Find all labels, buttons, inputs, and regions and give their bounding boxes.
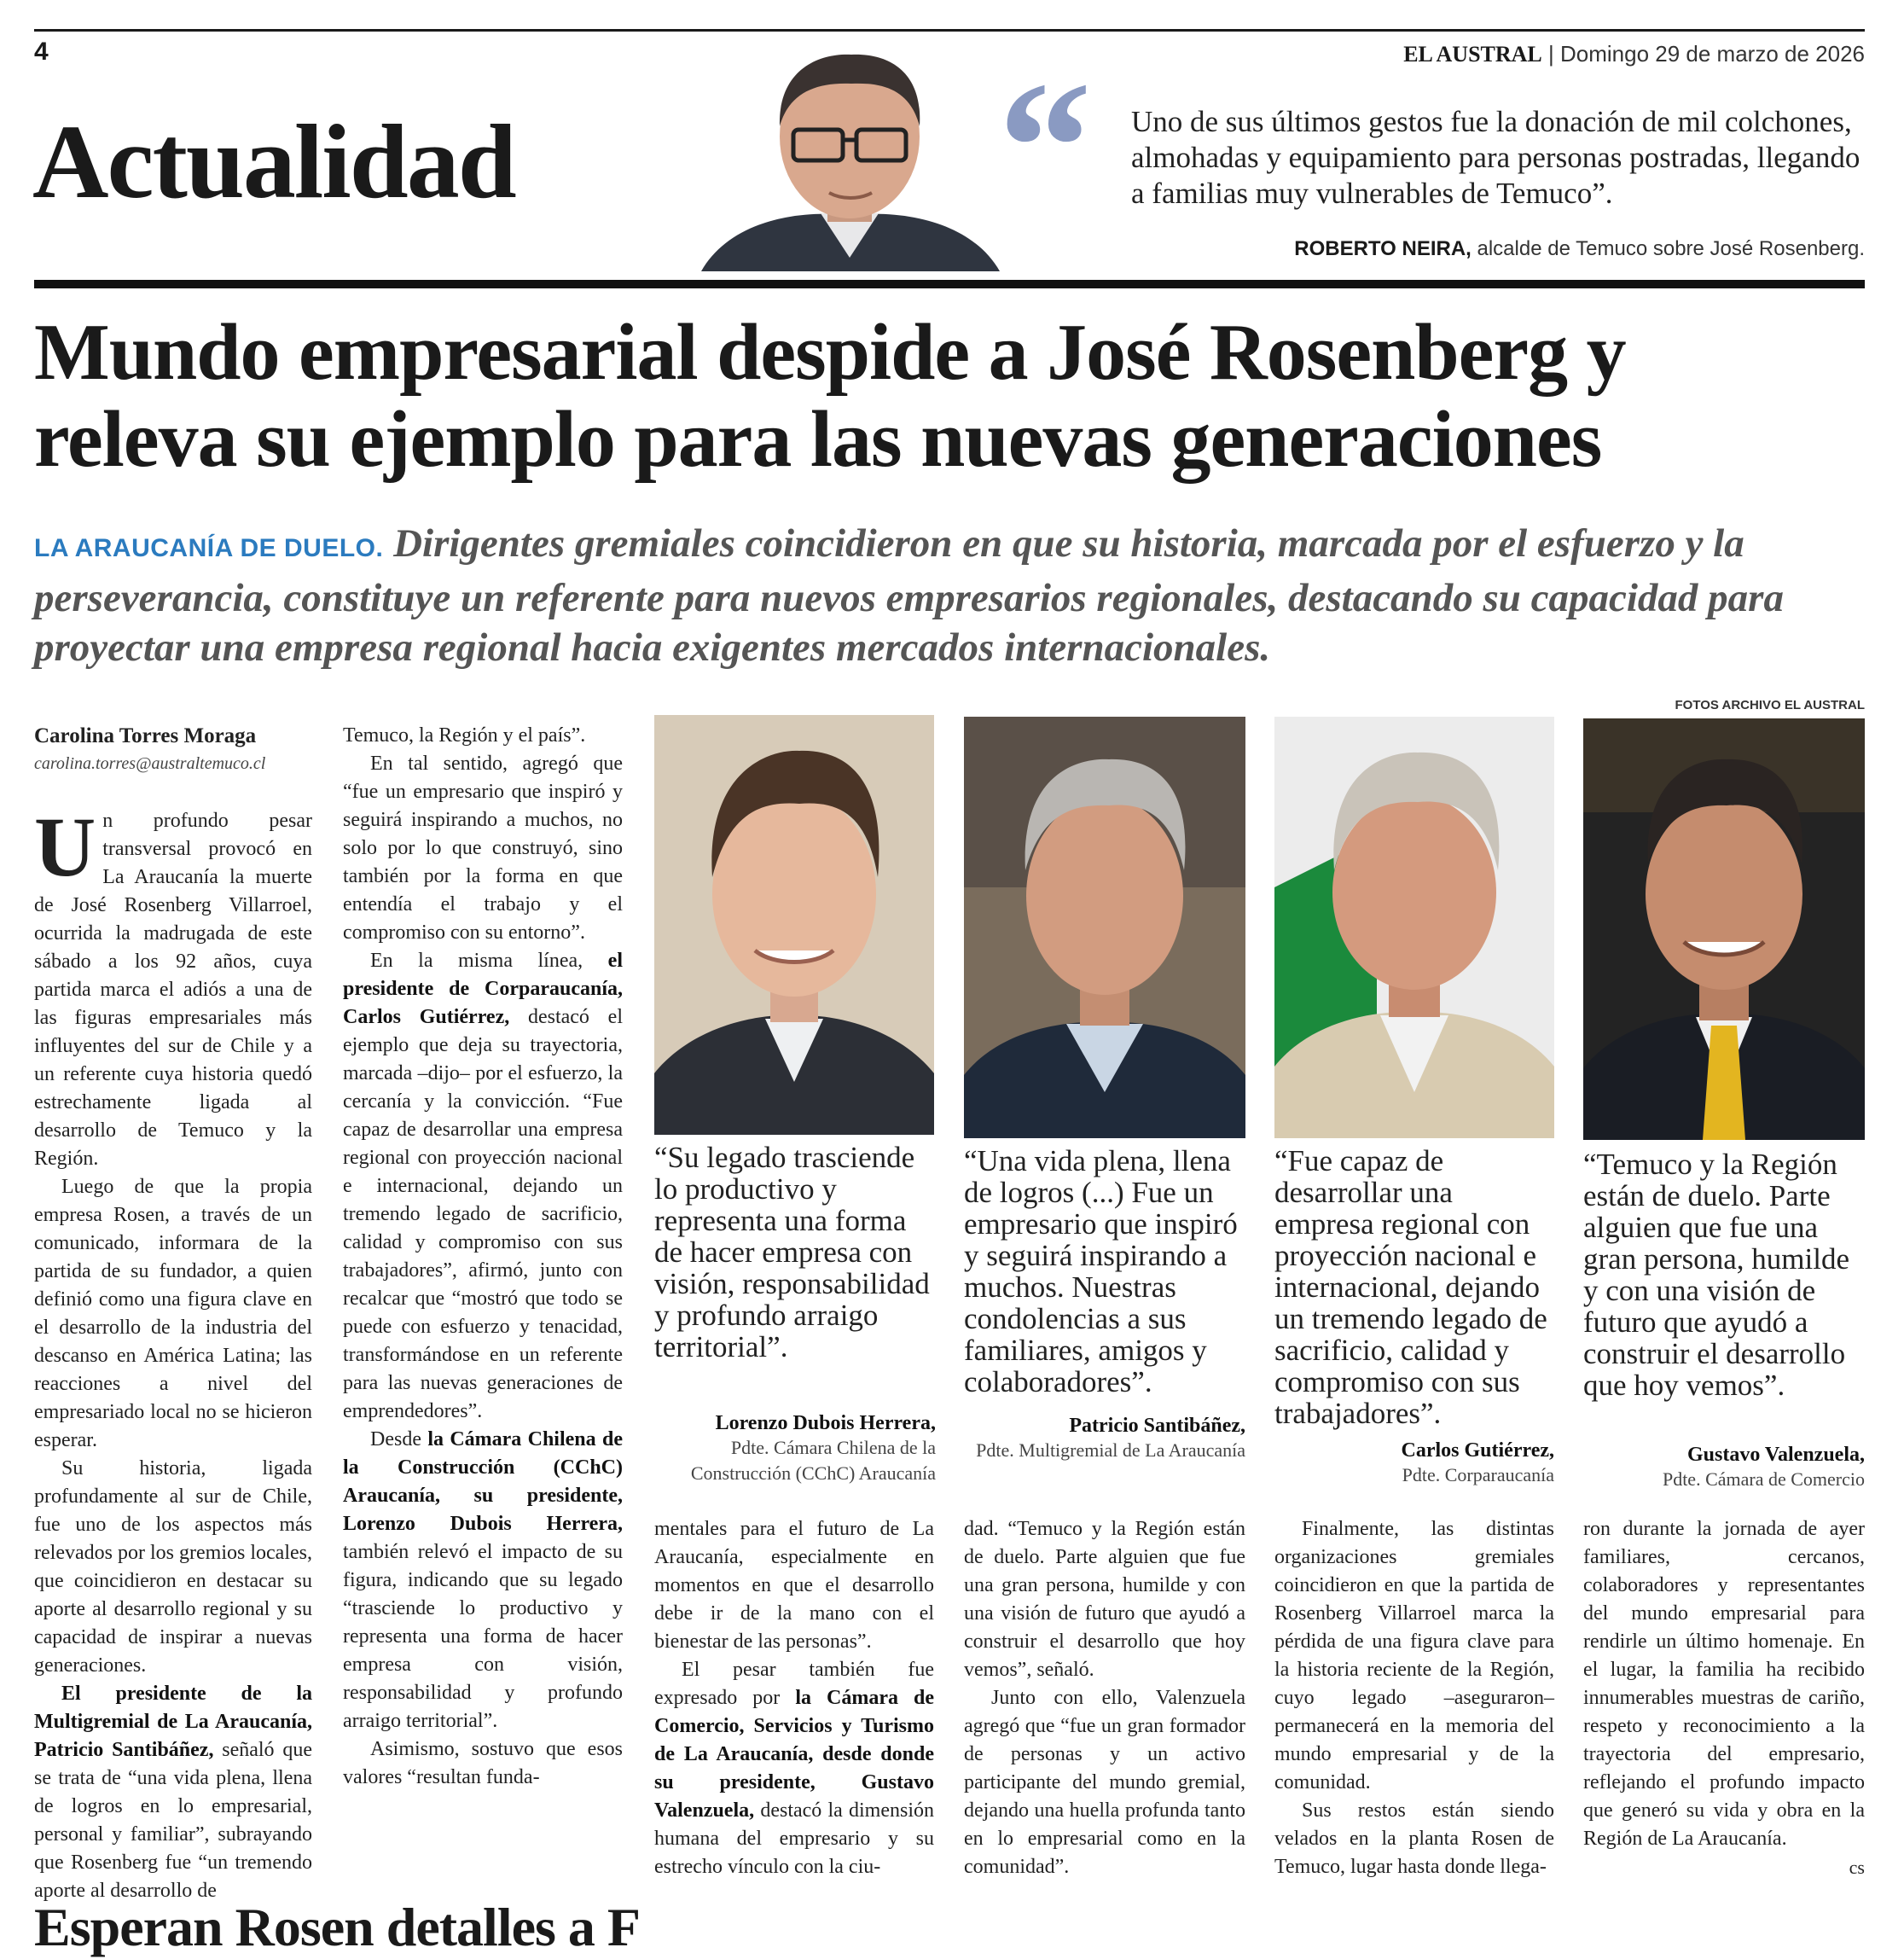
paragraph: [654, 1656, 934, 1881]
photo-gustavo-valenzuela: [1583, 718, 1865, 1140]
quote-name: Patricio Santibáñez,: [1069, 1415, 1245, 1437]
bold-lead: el presidente de Corparaucanía, Carlos Gutiérrez,: [343, 950, 623, 1028]
section-title: Actualidad: [32, 103, 515, 220]
quote-text: “Temuco y la Región están de duelo. Parte alguien que fue una gran persona, humilde y con una visión de futuro que ayudó a construir el desarrollo que hoy vemos”.: [1583, 1148, 1849, 1402]
paragraph-text: destacó el ejemplo que deja su trayectoria, marcada –dijo– por el esfuerzo, la cercanía y la convicción. “Fue capaz de desarrollar una empresa regional con proyección nacional e internacional, dejando un tremendo legado de sacrificio, calidad y compromiso con sus trabajadores”, afirmó, junto con recalcar que “mostró que todo se puede con esfuerzo y tenacidad, transformándose en un referente para las nuevas generaciones de emprendedores”.: [343, 1006, 623, 1422]
dateline: EL AUSTRAL | Domingo 29 de marzo de 2026: [1403, 41, 1865, 67]
paragraph-text: señaló que se trata de “una vida plena, llena de logros en lo empresarial, personal y familiar”, subrayando que Rosenberg fue “un tremendo aporte al desarrollo de: [34, 1739, 313, 1902]
quote-text: “Fue capaz de desarrollar una empresa regional con proyección nacional e internacional, dejando un tremendo legado de sacrificio, calidad y compromiso con sus trabajadores”.: [1274, 1144, 1547, 1430]
quote-text: “Una vida plena, llena de logros (...) Fue un empresario que inspiró y seguirá inspirando a muchos. Nuestras condolencias a sus familiares, amigos y colaboradores”.: [964, 1144, 1238, 1398]
paragraph: [343, 1426, 623, 1735]
quote-role: Pdte. Cámara de Comercio: [1662, 1468, 1865, 1490]
lead-text: Dirigentes gremiales coincidieron en que su historia, marcada por el esfuerzo y la perseverancia, constituye un referente para nuevos empresarios regionales, destacando su capacidad para proyectar una empresa regional hacia exigentes mercados internacionales.: [34, 521, 1784, 670]
paragraph-text: n profundo pesar transversal provocó en La Araucanía la muerte de José Rosenberg Villarroel, ocurrida la madrugada de este sábado a los 92 años, cuya partida marca el adiós a una de las figuras empresariales más influyentes del sur de Chile y a un referente cuya historia quedó estrechamente ligada al desarrollo de Temuco y la Región.: [34, 810, 312, 1170]
next-headline-partial: Esperan Rosen detalles a F: [34, 1897, 640, 1957]
newspaper-name: EL AUSTRAL: [1403, 42, 1542, 67]
photo-lorenzo-dubois: [654, 715, 934, 1135]
paragraph-text: también relevó el impacto de su figura, indicando que su legado “trasciende lo productivo y representa una forma de hacer empresa con visión, responsabilidad y profundo arraigo territorial”.: [343, 1541, 623, 1732]
photo-patricio-santibanez: [964, 717, 1245, 1138]
paragraph-text: Desde: [370, 1428, 428, 1450]
column-6: [1583, 1515, 1865, 1881]
paragraph: En tal sentido, agregó que “fue un empresario que inspiró y seguirá inspirando a muchos, no solo por lo que construyó, sino también por la forma en que entendía el trabajo y el compromiso con su entorno”.: [343, 753, 623, 944]
issue-date: Domingo 29 de marzo de 2026: [1559, 41, 1865, 67]
page-number: 4: [34, 38, 49, 66]
pullquote-text: Uno de sus últimos gestos fue la donación de mil colchones, almohadas y equipamiento para personas postradas, llegando a familias muy vulnerables de Temuco”.: [1131, 105, 1860, 210]
photo-credit: FOTOS ARCHIVO EL AUSTRAL: [1675, 698, 1865, 712]
column-2: [343, 722, 623, 1792]
paragraph-text: En la misma línea,: [370, 950, 608, 972]
quote-box-3: [1274, 1145, 1554, 1488]
header-rule: [34, 280, 1865, 288]
quote-role: Pdte. Multigremial de La Araucanía: [976, 1439, 1245, 1461]
column-3: [654, 1515, 934, 1881]
paragraph: [34, 1680, 312, 1905]
quote-box-2: [964, 1145, 1245, 1463]
paragraph: Su historia, ligada profundamente al sur de Chile, fue uno de los aspectos más relevados por los gremios locales, que coincidieron en destacar su aporte al desarrollo regional y su capacidad de inspirar a nuevas generaciones.: [34, 1457, 312, 1677]
paragraph-text: El pesar también fue expresado por: [654, 1659, 934, 1709]
pullquote-source-name: ROBERTO NEIRA,: [1294, 237, 1472, 260]
headline: [34, 309, 1868, 483]
paragraph: mentales para el futuro de La Araucanía, especialmente en momentos en que el desarrollo debe ir de la mano con el bienestar de las personas”.: [654, 1518, 934, 1653]
pullquote-source-role: alcalde de Temuco sobre José Rosenberg.: [1477, 237, 1865, 260]
column-5: [1274, 1515, 1554, 1881]
paragraph: Finalmente, las distintas organizaciones gremiales coincidieron en que la partida de Rosenberg Villarroel marca la pérdida de una figura clave para la historia reciente de la Región, cuyo legado –aseguraron– permanecerá en la memoria del mundo empresarial y de la comunidad.: [1274, 1518, 1554, 1793]
quote-role: Pdte. Cámara Chilena de la Construcción (CChC) Araucanía: [690, 1437, 936, 1484]
photo-carlos-gutierrez: [1274, 717, 1554, 1138]
pullquote-source: [1294, 237, 1865, 261]
end-mark: cs: [1849, 1857, 1865, 1878]
bold-lead: El presidente de la Multigremial de La Araucanía, Patricio Santibáñez,: [34, 1683, 312, 1761]
paragraph: dad. “Temuco y la Región están de duelo. Parte alguien que fue una gran persona, humilde y con una visión de futuro que ayudó a construir el desarrollo que hoy vemos”, señaló.: [964, 1518, 1245, 1681]
lead-paragraph: [34, 519, 1868, 672]
headline-line-1: Mundo empresarial despide a José Rosenberg y: [34, 308, 1626, 397]
quote-text: “Su legado trasciende lo productivo y representa una forma de hacer empresa con visión, responsabilidad y profundo arraigo territorial”.: [654, 1141, 930, 1363]
kicker: LA ARAUCANÍA DE DUELO.: [34, 534, 384, 562]
author-email: carolina.torres@australtemuco.cl: [34, 754, 266, 773]
quote-box-1: [654, 1142, 936, 1486]
paragraph: Sus restos están siendo velados en la planta Rosen de Temuco, lugar hasta donde llega-: [1274, 1799, 1554, 1878]
quote-name: Lorenzo Dubois Herrera,: [715, 1412, 936, 1434]
headline-line-2: releva su ejemplo para las nuevas generaciones: [34, 395, 1602, 484]
author-name: Carolina Torres Moraga: [34, 724, 257, 747]
quote-mark-icon: “: [998, 43, 1092, 251]
paragraph: Temuco, la Región y el país”.: [343, 724, 586, 747]
bold-lead: la Cámara Chilena de la Construcción (CChC) Araucanía, su presidente, Lorenzo Dubois Herrera,: [343, 1428, 623, 1535]
paragraph-text: destacó la dimensión humana del empresario y su estrecho vínculo con la ciu-: [654, 1799, 934, 1878]
column-1: [34, 722, 312, 1905]
quote-name: Gustavo Valenzuela,: [1686, 1444, 1865, 1466]
quote-name: Carlos Gutiérrez,: [1401, 1439, 1554, 1462]
paragraph: Junto con ello, Valenzuela agregó que “fue un gran formador de personas y un activo participante del mundo gremial, dejando una huella profunda tanto en lo empresarial como en la comunidad”.: [964, 1687, 1245, 1878]
paragraph: Asimismo, sostuvo que esos valores “resultan funda-: [343, 1738, 623, 1788]
bold-lead: la Cámara de Comercio, Servicios y Turismo de La Araucanía, desde donde su presidente, Gustavo Valenzuela,: [654, 1687, 934, 1822]
quote-box-4: [1583, 1148, 1865, 1492]
portrait-roberto-neira: [693, 34, 1007, 271]
column-4: [964, 1515, 1245, 1881]
paragraph: [343, 947, 623, 1426]
paragraph: Luego de que la propia empresa Rosen, a través de un comunicado, informara de la partida de su fundador, a quien definió como una figura clave en el desarrollo de la industria del descanso en América Latina; las reacciones a nivel del empresariado local no se hicieron esperar.: [34, 1176, 312, 1451]
paragraph: ron durante la jornada de ayer familiares, cercanos, colaboradores y representantes del mundo empresarial para rendirle un último homenaje. En el lugar, la familia ha recibido innumerables muestras de cariño, respeto y reconocimiento a la trayectoria del empresario, reflejando el profundo impacto que generó su vida y obra en la Región de La Araucanía.: [1583, 1518, 1865, 1850]
top-rule: [34, 29, 1865, 32]
quote-role: Pdte. Corparaucanía: [1402, 1464, 1554, 1485]
paragraph: [34, 799, 312, 1173]
dropcap: U: [34, 799, 96, 894]
